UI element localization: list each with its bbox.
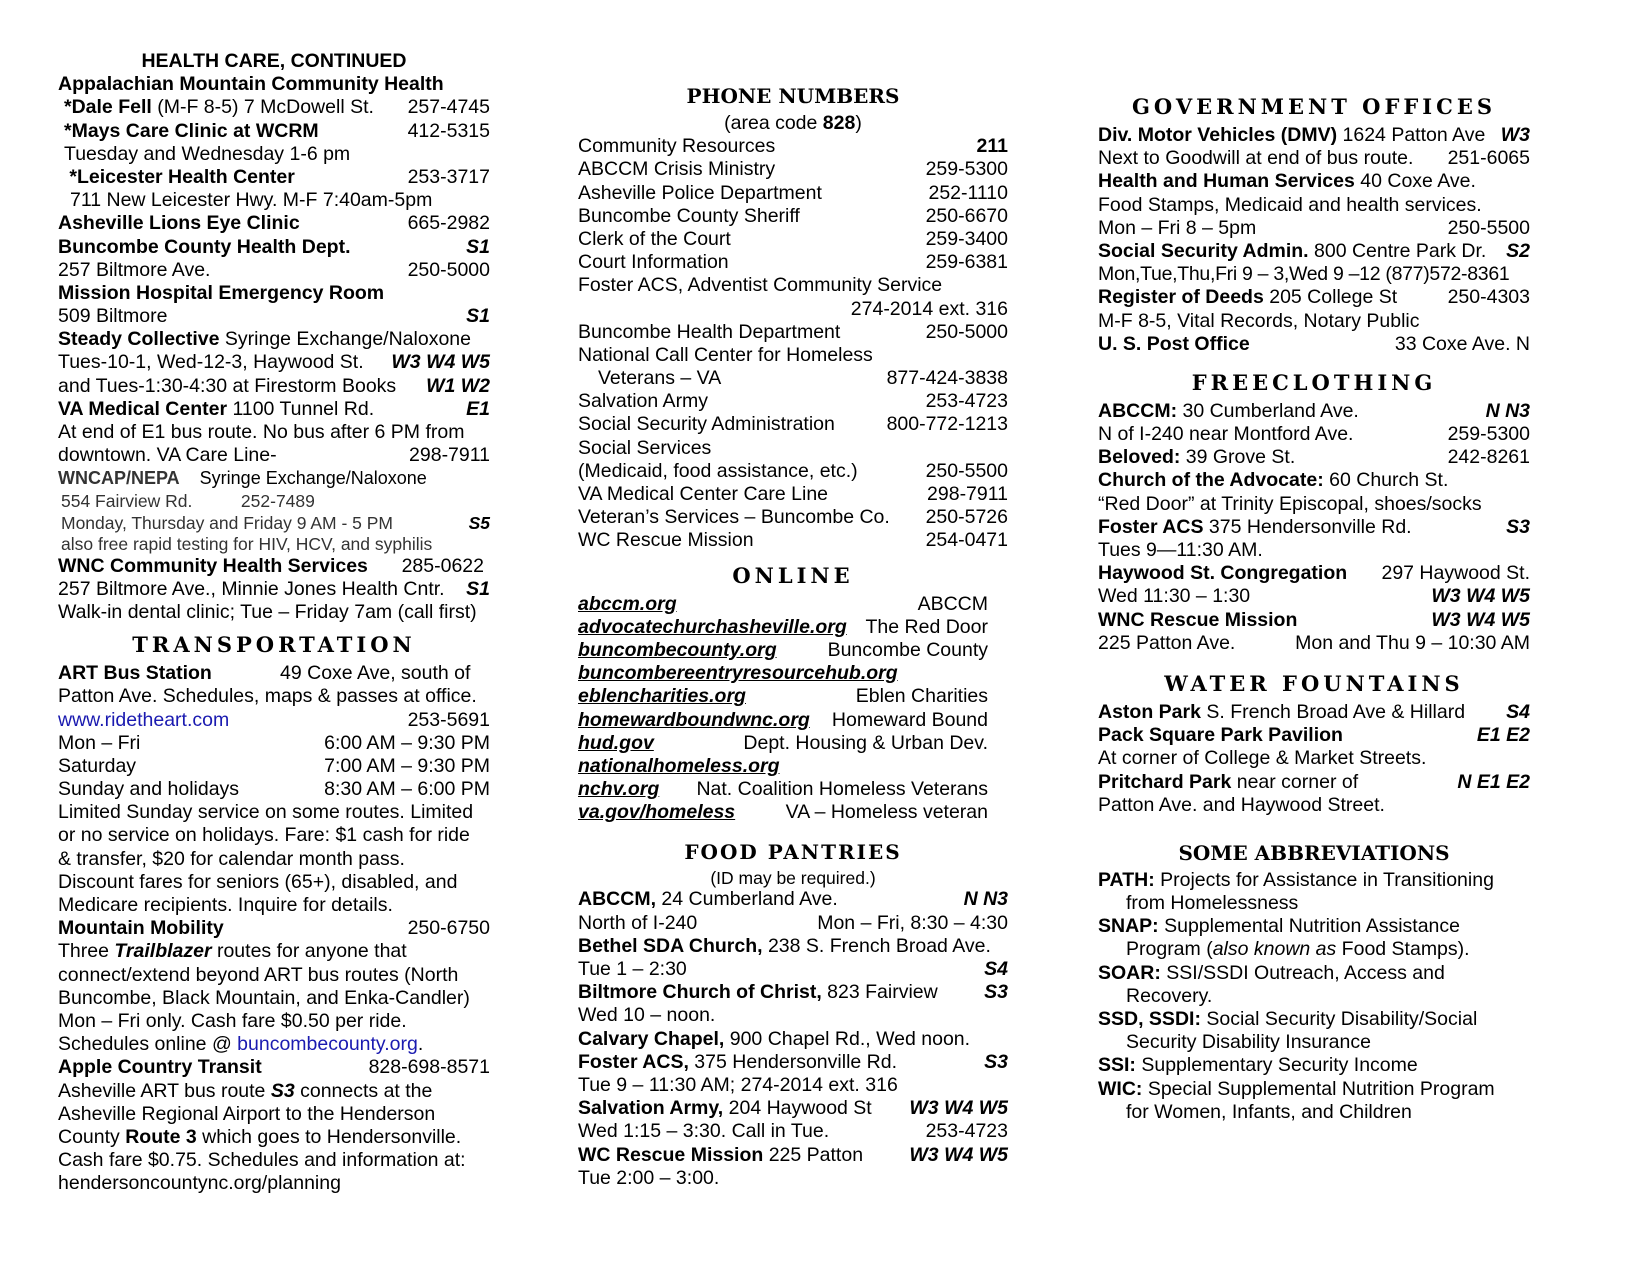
transport-row: & transfer, $20 for calendar month pass. [58, 847, 405, 870]
phone-row: 274-2014 ext. 316 [850, 297, 1008, 320]
water-row: Aston Park S. French Broad Ave & Hillard S4 [1098, 700, 1530, 723]
transport-row: connect/extend beyond ART bus routes (North [58, 963, 459, 986]
online-row [578, 755, 988, 778]
section-title-gov: GOVERNMENT OFFICES [1131, 94, 1496, 119]
transport-row: Saturday 7:00 AM – 9:30 PM [58, 754, 490, 777]
section-title-abbr: SOME ABBREVIATIONS [1178, 840, 1450, 865]
phone-row: Foster ACS, Adventist Community Service [578, 274, 943, 297]
clothing-row: “Red Door” at Trinity Episcopal, shoes/socks [1098, 492, 1482, 515]
clothing-row: Wed 11:30 – 1:30 W3 W4 W5 [1098, 585, 1530, 608]
gov-row: Mon – Fri 8 – 5pm 250-5500 [1098, 216, 1530, 239]
gov-row: Div. Motor Vehicles (DMV) 1624 Patton Ave W3 [1098, 124, 1530, 146]
gov-row: Mon,Tue,Thu,Fri 9 – 3,Wed 9 –12 (877)572-8361 [1098, 263, 1510, 286]
online-row: hud.gov Dept. Housing & Urban Dev. [578, 731, 988, 754]
transport-row: Mon – Fri only. Cash fare $0.50 per ride. [58, 1009, 407, 1032]
food-row: Tue 2:00 – 3:00. [578, 1166, 720, 1189]
transport-row: ART Bus Station 49 Coxe Ave, south of [58, 662, 471, 685]
health-row: 257 Biltmore Ave. 250-5000 [58, 258, 490, 281]
online-row: va.gov/homeless VA – Homeless veteran [578, 801, 988, 824]
abbr-row: Program (also known as Food Stamps). [1126, 938, 1470, 961]
online-row: eblencharities.org Eblen Charities [578, 685, 988, 708]
water-row: Pack Square Park Pavilion E1 E2 [1098, 724, 1530, 747]
abbr-row: SSI: Supplementary Security Income [1098, 1054, 1418, 1077]
health-row: Monday, Thursday and Friday 9 AM - 5 PM S5 [61, 512, 490, 533]
health-row: Asheville Lions Eye Clinic 665-2982 [58, 212, 490, 235]
phone-row: National Call Center for Homeless [578, 343, 873, 366]
section-title-online: ONLINE [732, 562, 854, 588]
health-row: WNCAP/NEPA Syringe Exchange/Naloxone [58, 468, 427, 489]
clothing-row: Foster ACS 375 Hendersonville Rd. S3 [1098, 515, 1530, 538]
online-link[interactable]: homewardboundwnc.org [578, 708, 810, 731]
section-title-water: WATER FOUNTAINS [1164, 670, 1464, 696]
health-row: Buncombe County Health Dept. S1 [58, 235, 490, 258]
health-row: Tuesday and Wednesday 1-6 pm [64, 142, 351, 165]
health-row: 711 New Leicester Hwy. M-F 7:40am-5pm [70, 189, 433, 212]
phone-row: Salvation Army 253-4723 [578, 390, 1008, 413]
online-link[interactable]: buncombecounty.org [578, 638, 777, 661]
phone-row: Court Information 259-6381 [578, 251, 1008, 274]
transport-row: hendersoncountync.org/planning [58, 1172, 341, 1195]
food-note: (ID may be required.) [710, 868, 876, 889]
abbr-row: Recovery. [1126, 984, 1213, 1007]
abbr-row: for Women, Infants, and Children [1126, 1100, 1412, 1123]
abbr-row: PATH: Projects for Assistance in Transitioning [1098, 868, 1494, 891]
buncombecounty-link[interactable]: buncombecounty.org [237, 1033, 418, 1056]
gov-row: Health and Human Services 40 Coxe Ave. [1098, 170, 1476, 193]
health-row: downtown. VA Care Line- 298-7911 [58, 444, 490, 467]
online-row: advocatechurchasheville.org The Red Door [578, 615, 988, 638]
phone-row: WC Rescue Mission 254-0471 [578, 529, 1008, 552]
gov-row: Next to Goodwill at end of bus route. 251-6065 [1098, 147, 1530, 170]
online-link[interactable]: abccm.org [578, 592, 677, 615]
food-row: Wed 1:15 – 3:30. Call in Tue. 253-4723 [578, 1120, 1008, 1143]
phone-row: VA Medical Center Care Line 298-7911 [578, 483, 1008, 505]
abbr-row: SNAP: Supplemental Nutrition Assistance [1098, 915, 1460, 938]
gov-row: Food Stamps, Medicaid and health services. [1098, 193, 1482, 216]
ridetheart-link[interactable]: www.ridetheart.com [58, 708, 230, 731]
food-row: Tue 1 – 2:30 S4 [578, 958, 1008, 980]
health-row: and Tues-1:30-4:30 at Firestorm Books W1 W2 [58, 374, 490, 397]
online-row: nchv.org Nat. Coalition Homeless Veterans [578, 778, 988, 801]
health-row: also free rapid testing for HIV, HCV, and syphilis [61, 533, 433, 554]
transport-row: Medicare recipients. Inquire for details. [58, 894, 393, 916]
section-title-clothing: FREECLOTHING [1191, 369, 1437, 395]
water-row: Pritchard Park near corner of N E1 E2 [1098, 770, 1530, 793]
online-row [578, 662, 988, 685]
section-title-food: FOOD PANTRIES [684, 840, 902, 865]
abbr-row: WIC: Special Supplemental Nutrition Program [1098, 1077, 1495, 1100]
transport-row: Buncombe, Black Mountain, and Enka-Candler) [58, 986, 470, 1009]
health-row: Appalachian Mountain Community Health [58, 73, 444, 96]
water-row: At corner of College & Market Streets. [1098, 747, 1427, 770]
food-row: Wed 10 – noon. [578, 1004, 716, 1027]
abbr-row: SSD, SSDI: Social Security Disability/Social [1098, 1008, 1478, 1030]
gov-row: Social Security Admin. 800 Centre Park Dr. S2 [1098, 239, 1530, 262]
transport-row: Asheville ART bus route S3 connects at the [58, 1079, 433, 1102]
health-row: Mission Hospital Emergency Room [58, 281, 385, 304]
transport-row: Limited Sunday service on some routes. Limited [58, 801, 474, 824]
gov-row: M-F 8-5, Vital Records, Notary Public [1098, 309, 1420, 332]
abbr-row: SOAR: SSI/SSDI Outreach, Access and [1098, 961, 1445, 984]
online-row: abccm.org ABCCM [578, 592, 988, 615]
health-row: VA Medical Center 1100 Tunnel Rd. E1 [58, 397, 490, 420]
phone-row: Social Security Administration 800-772-1213 [578, 413, 1008, 436]
food-row: Foster ACS, 375 Hendersonville Rd. S3 [578, 1050, 1008, 1073]
food-row: North of I-240 Mon – Fri, 8:30 – 4:30 [578, 911, 1008, 934]
online-link[interactable]: hud.gov [578, 731, 654, 754]
online-link[interactable]: advocatechurchasheville.org [578, 615, 847, 638]
health-row: Tues-10-1, Wed-12-3, Haywood St. W3 W4 W5 [58, 351, 490, 374]
health-row: *Leicester Health Center 253-3717 [64, 165, 490, 188]
clothing-row: N of I-240 near Montford Ave. 259-5300 [1098, 423, 1530, 446]
phones-subtitle: (area code 828) [724, 112, 862, 134]
section-title-phones: PHONE NUMBERS [686, 84, 900, 108]
food-row: Bethel SDA Church, 238 S. French Broad Ave. [578, 934, 991, 957]
phone-row: Buncombe Health Department 250-5000 [578, 320, 1008, 343]
phone-row: Clerk of the Court 259-3400 [578, 227, 1008, 250]
abbr-row: Security Disability Insurance [1126, 1031, 1371, 1054]
transport-row: Mon – Fri 6:00 AM – 9:30 PM [58, 731, 490, 754]
health-row: Steady Collective Syringe Exchange/Naloxone [58, 328, 471, 351]
transport-row: Sunday and holidays 8:30 AM – 6:00 PM [58, 778, 490, 801]
health-row: WNC Community Health Services 285-0622 [58, 554, 484, 577]
phone-row: Veterans – VA 877-424-3838 [598, 367, 1008, 390]
health-row: *Dale Fell (M-F 8-5) 7 McDowell St. 257-4745 [64, 96, 490, 119]
column-right [1098, 90, 1530, 1124]
clothing-row: WNC Rescue Mission W3 W4 W5 [1098, 608, 1530, 631]
clothing-row: Haywood St. Congregation 297 Haywood St. [1098, 562, 1530, 585]
clothing-row: 225 Patton Ave. Mon and Thu 9 – 10:30 AM [1098, 631, 1530, 654]
food-row: WC Rescue Mission 225 Patton W3 W4 W5 [578, 1143, 1008, 1166]
online-link[interactable]: nchv.org [578, 778, 660, 801]
gov-row: U. S. Post Office 33 Coxe Ave. N [1098, 332, 1530, 355]
clothing-row: Beloved: 39 Grove St. 242-8261 [1098, 446, 1530, 469]
section-title-transport: TRANSPORTATION [132, 632, 416, 658]
transport-row: Cash fare $0.75. Schedules and information at: [58, 1149, 466, 1172]
food-row: Salvation Army, 204 Haywood St W3 W4 W5 [578, 1097, 1008, 1120]
section-title-health: HEALTH CARE, CONTINUED [141, 50, 407, 72]
health-row: 257 Biltmore Ave., Minnie Jones Health Cntr. S1 [58, 577, 490, 600]
phone-row: Social Services [578, 436, 712, 459]
phone-row: ABCCM Crisis Ministry 259-5300 [578, 158, 1008, 181]
transport-row: Mountain Mobility 250-6750 [58, 917, 490, 940]
transport-row: or no service on holidays. Fare: $1 cash for ride [58, 824, 470, 847]
health-row: 509 Biltmore S1 [58, 305, 490, 328]
column-middle [578, 80, 1008, 1190]
health-row: *Mays Care Clinic at WCRM 412-5315 [64, 119, 490, 142]
transport-row: www.ridetheart.com 253-5691 [58, 708, 490, 731]
clothing-row: ABCCM: 30 Cumberland Ave. N N3 [1098, 399, 1530, 422]
transport-row: Patton Ave. Schedules, maps & passes at office. [58, 685, 477, 708]
phone-row: (Medicaid, food assistance, etc.) 250-5500 [578, 459, 1008, 482]
online-link[interactable]: buncombereentryresourcehub.org [578, 662, 898, 685]
phone-row: Veteran’s Services – Buncombe Co. 250-5726 [578, 506, 1008, 529]
clothing-row: Church of the Advocate: 60 Church St. [1098, 469, 1449, 492]
transport-row: Asheville Regional Airport to the Henderson [58, 1102, 436, 1125]
water-row: Patton Ave. and Haywood Street. [1098, 793, 1385, 816]
health-row: 554 Fairview Rd. 252-7489 [61, 490, 315, 511]
transport-row: Three Trailblazer routes for anyone that [58, 940, 407, 963]
phone-row: Community Resources 211 [578, 135, 1008, 158]
transport-row: Schedules online @ buncombecounty.org. [58, 1033, 424, 1056]
transport-row: County Route 3 which goes to Hendersonville. [58, 1125, 462, 1148]
phone-row: Asheville Police Department 252-1110 [578, 181, 1008, 204]
gov-row: Register of Deeds 205 College St 250-4303 [1098, 286, 1530, 309]
phone-row: Buncombe County Sheriff 250-6670 [578, 204, 1008, 227]
column-left [58, 50, 490, 1195]
food-row: Biltmore Church of Christ, 823 Fairview S3 [578, 981, 1008, 1004]
food-row: Calvary Chapel, 900 Chapel Rd., Wed noon. [578, 1027, 971, 1050]
health-row: Walk-in dental clinic; Tue – Friday 7am (call first) [58, 600, 477, 623]
online-link[interactable]: nationalhomeless.org [578, 754, 780, 777]
online-row: homewardboundwnc.org Homeward Bound [578, 708, 988, 731]
abbr-row: from Homelessness [1126, 892, 1299, 915]
health-row: At end of E1 bus route. No bus after 6 PM from [58, 421, 465, 443]
transport-row: Discount fares for seniors (65+), disabled, and [58, 870, 458, 893]
online-link[interactable]: va.gov/homeless [578, 801, 736, 824]
food-row: Tue 9 – 11:30 AM; 274-2014 ext. 316 [578, 1073, 898, 1096]
transport-row: Apple Country Transit 828-698-8571 [58, 1056, 490, 1079]
clothing-row: Tues 9—11:30 AM. [1098, 539, 1263, 561]
online-row: buncombecounty.org Buncombe County [578, 638, 988, 661]
online-link[interactable]: eblencharities.org [578, 685, 746, 708]
food-row: ABCCM, 24 Cumberland Ave. N N3 [578, 888, 1008, 911]
